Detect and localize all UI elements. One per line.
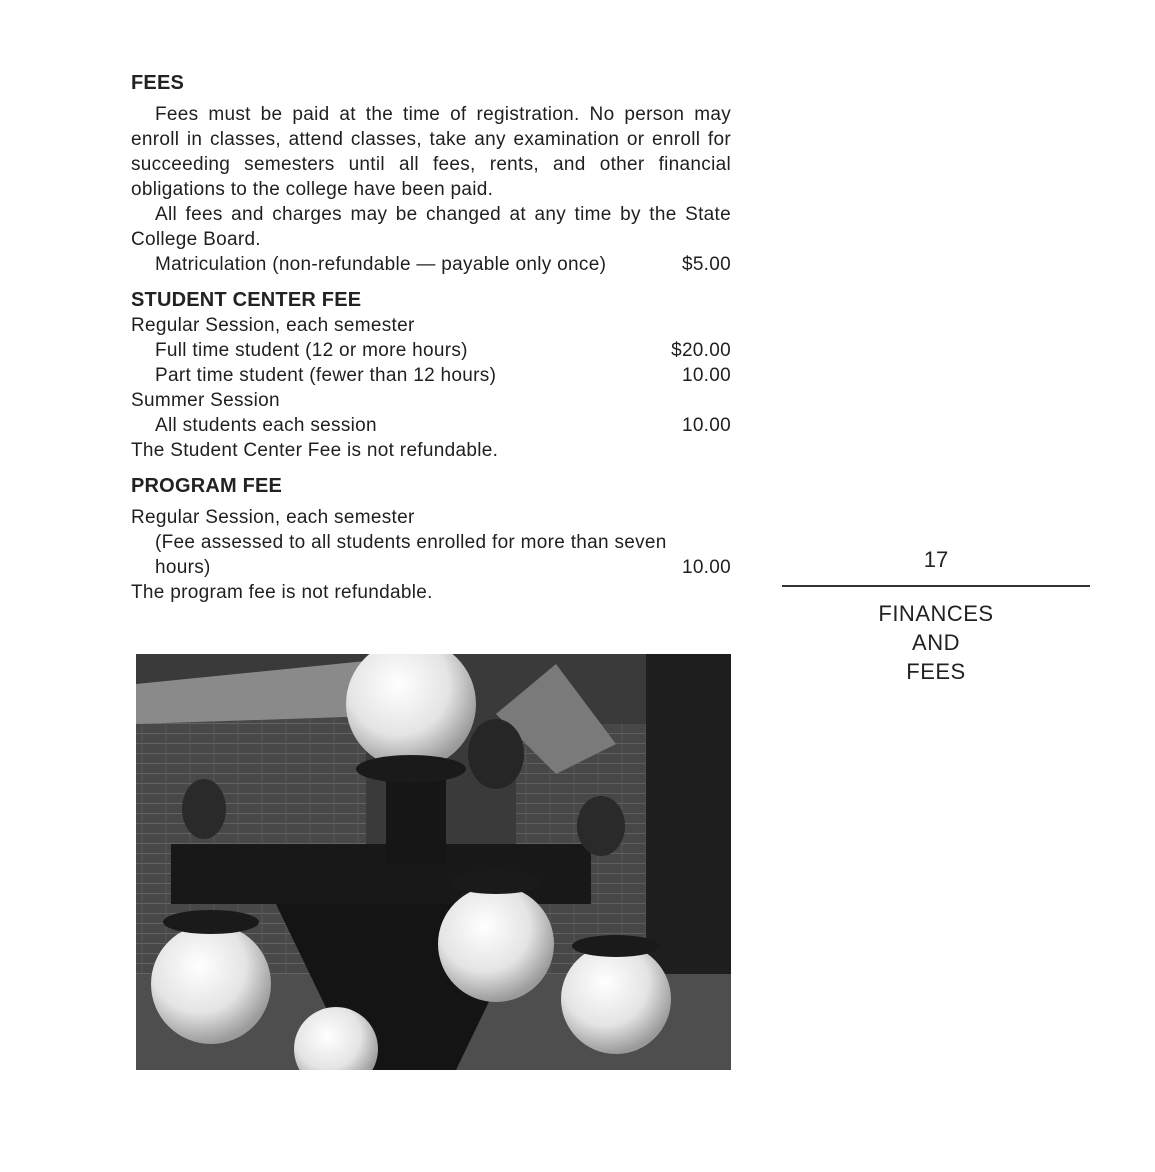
sc-note-row — [131, 438, 731, 463]
sc-full-label: Full time student (12 or more hours) — [155, 340, 468, 361]
matriculation-amount: $5.00 — [681, 254, 731, 275]
matriculation-row — [131, 252, 731, 277]
pf-line1: (Fee assessed to all students enrolled for more than seven — [155, 532, 667, 553]
sc-part-amount: 10.00 — [681, 365, 731, 386]
pf-line2-amount: 10.00 — [681, 557, 731, 578]
sc-all-amount: 10.00 — [681, 415, 731, 436]
section-title-line-3: FEES — [906, 659, 966, 684]
pf-line2-label: hours) — [155, 557, 211, 578]
fees-heading: FEES — [131, 72, 185, 94]
sc-regular-label: Regular Session, each semester — [131, 315, 415, 336]
program-fee-heading: PROGRAM FEE — [131, 475, 283, 497]
sc-all-row — [131, 413, 731, 438]
sc-regular-row — [131, 313, 731, 338]
sc-full-row — [131, 338, 731, 363]
sc-full-amount: $20.00 — [671, 340, 731, 361]
sc-summer-label: Summer Session — [131, 390, 280, 411]
main-column — [131, 70, 731, 605]
sc-note: The Student Center Fee is not refundable. — [131, 440, 499, 461]
page-sidebar — [782, 545, 1090, 686]
pf-regular-label: Regular Session, each semester — [131, 507, 415, 528]
section-title-line-2: AND — [912, 630, 960, 655]
lamp-photo-illustration — [136, 654, 731, 1070]
lamp-post-photo — [136, 654, 731, 1070]
student-center-heading: STUDENT CENTER FEE — [131, 289, 362, 311]
sc-all-label: All students each session — [155, 415, 377, 436]
matriculation-label: Matriculation (non-refundable — payable only once) — [155, 254, 607, 275]
sc-part-label: Part time student (fewer than 12 hours) — [155, 365, 497, 386]
sc-summer-row — [131, 388, 731, 413]
pf-regular-row — [131, 505, 731, 530]
pf-line2-row — [131, 555, 731, 580]
section-title-line-1: FINANCES — [878, 601, 994, 626]
pf-note-row — [131, 580, 731, 605]
sc-part-row — [131, 363, 731, 388]
pf-note: The program fee is not refundable. — [131, 582, 433, 603]
sidebar-divider — [782, 585, 1090, 587]
fees-paragraph-2: All fees and charges may be changed at any time by the State College Board. — [131, 204, 731, 250]
page-number: 17 — [923, 547, 949, 572]
fees-paragraph-1: Fees must be paid at the time of registration. No person may enroll in classes, attend classes, take any examination or enroll for succeeding semesters until all fees, rents, and other financial obligations to the college have been paid. — [131, 104, 731, 200]
pf-line1-row — [131, 530, 731, 555]
